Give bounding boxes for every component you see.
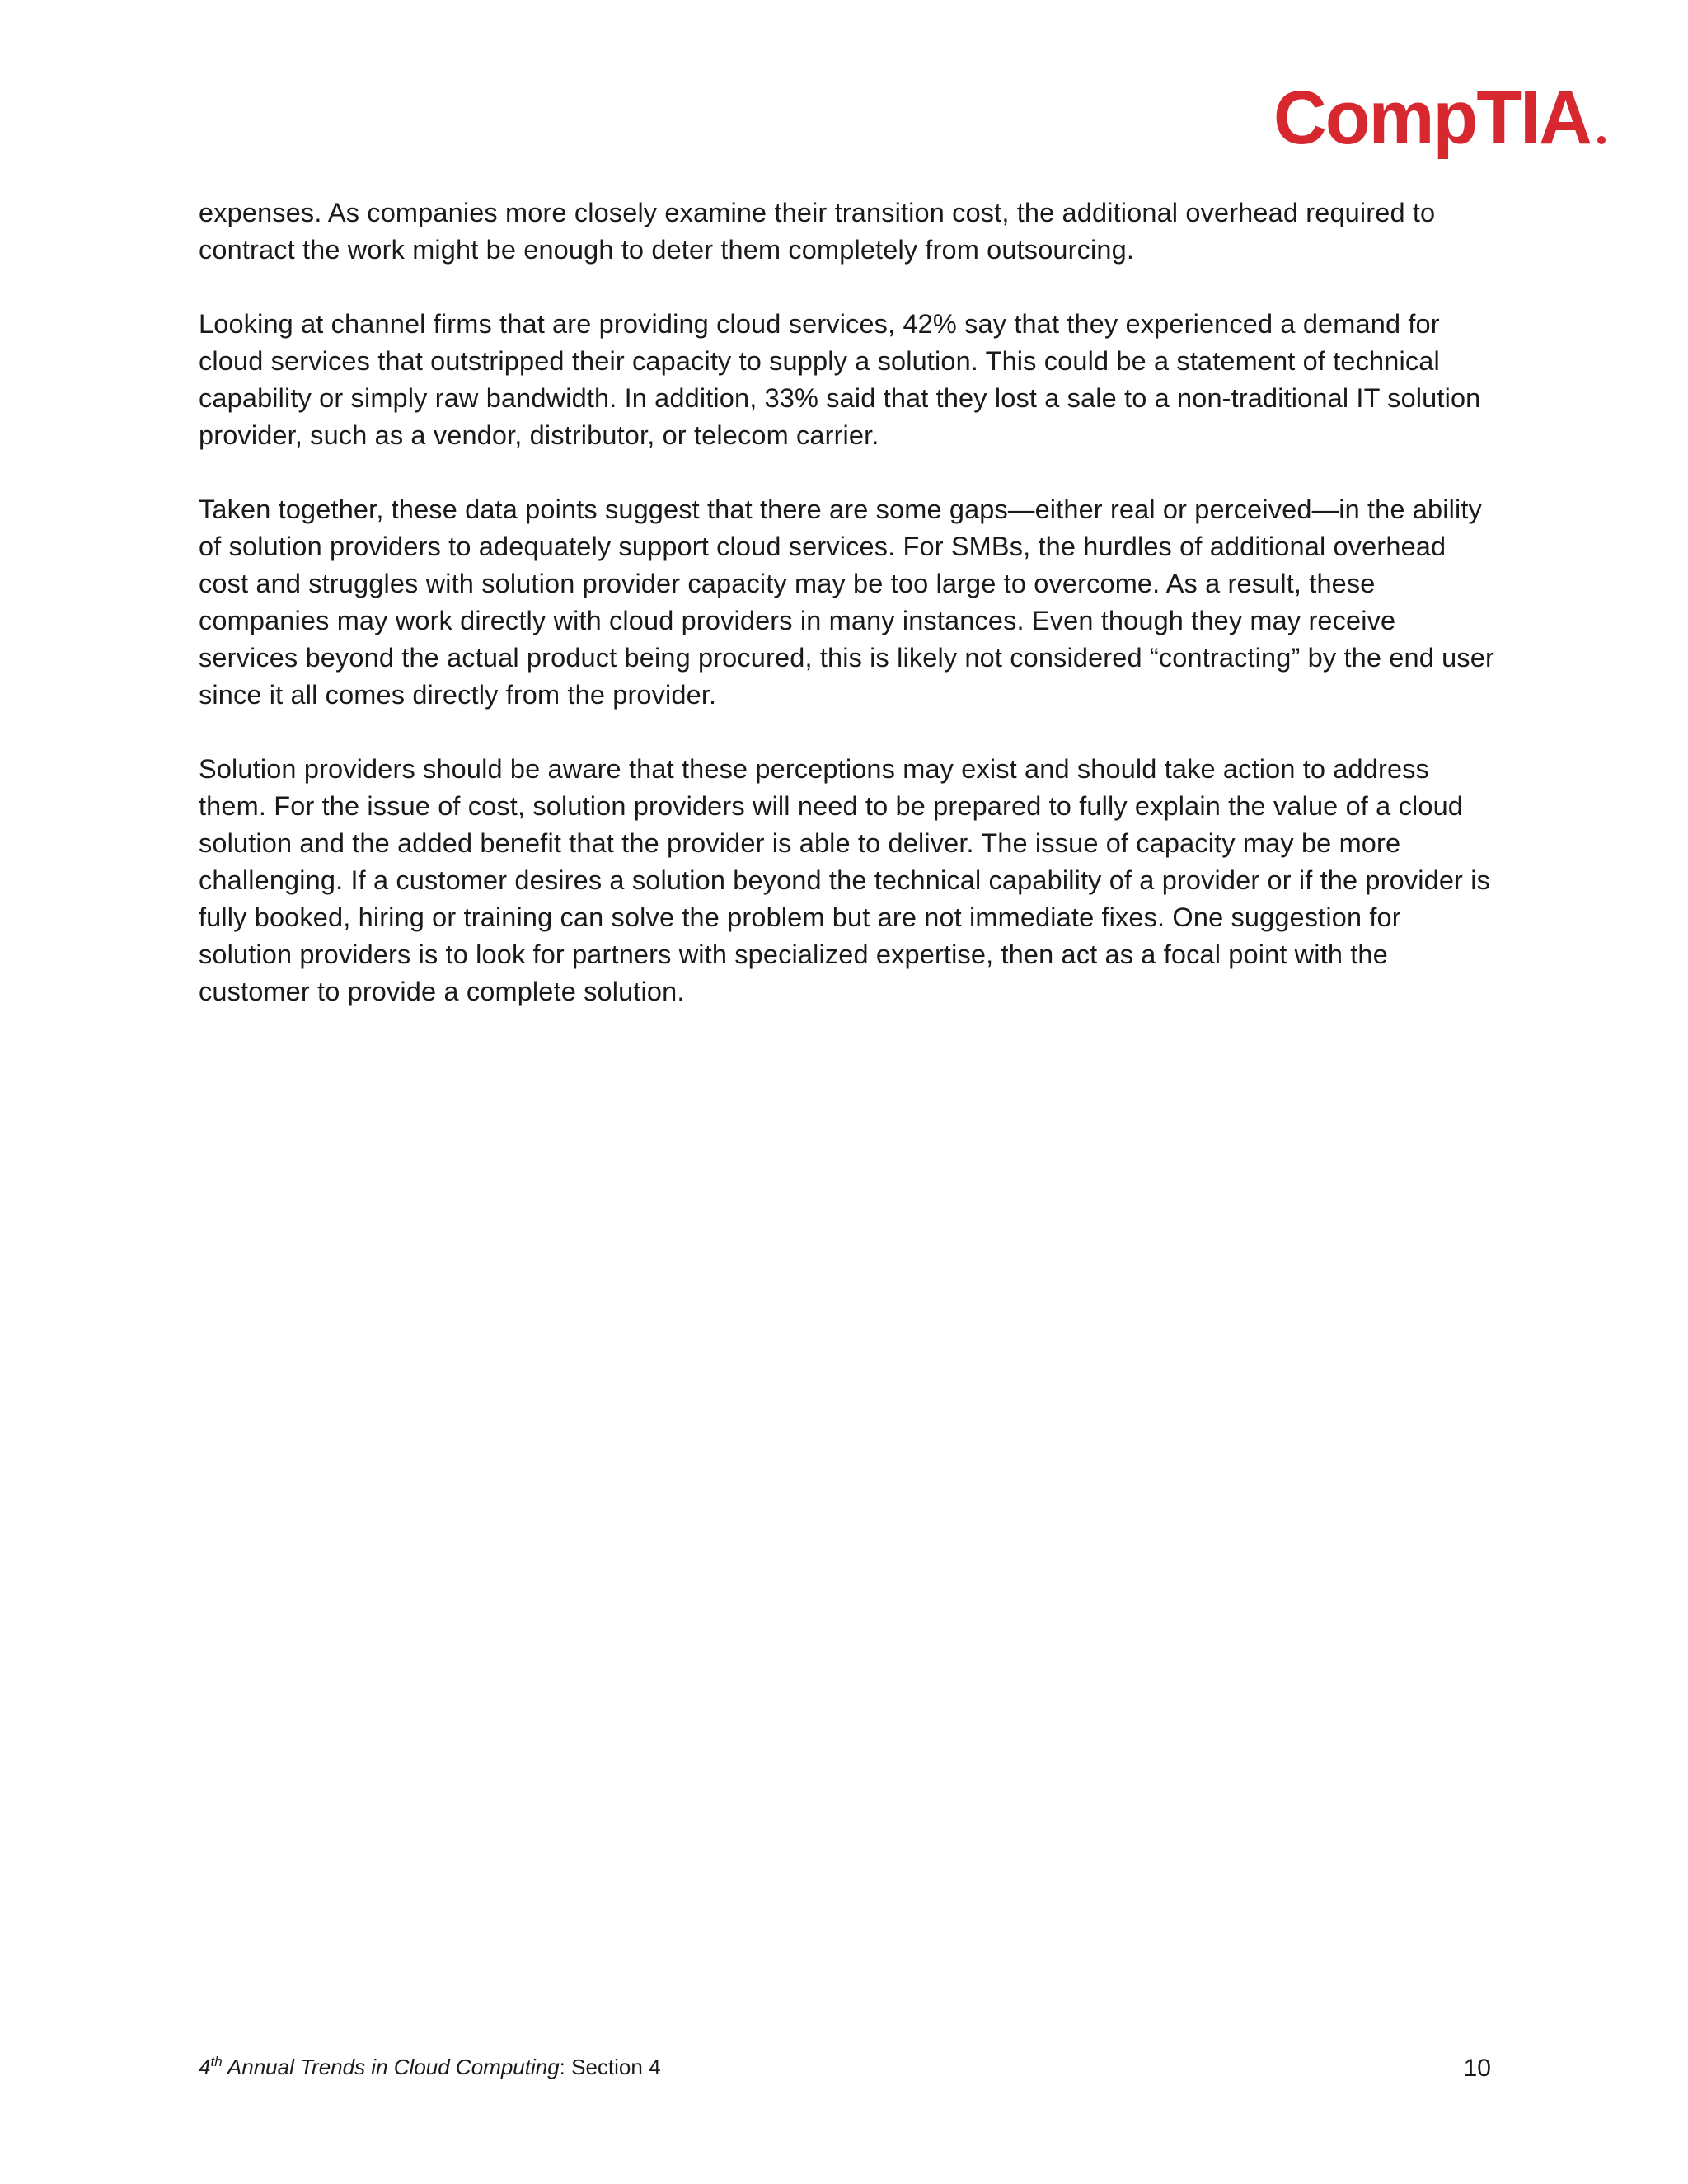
page-number: 10 (1463, 2055, 1491, 2082)
paragraph-gaps: Taken together, these data points suggest that there are some gaps—either real or perceived—in the ability of solution providers to adequately support cloud services. For SMBs, the hurdles of additional overhead cost and struggles with solution provider capacity may be too large to overcome. As a result, these companies may work directly with cloud providers in many instances. Even though they may receive services beyond the actual product being procured, this is likely not considered “contracting” by the end user since it all comes directly from the provider. (199, 494, 1494, 710)
svg-text:CompTIA: CompTIA (1273, 79, 1592, 160)
footer-title: Annual Trends in Cloud Computing (222, 2055, 560, 2079)
footer-edition-number: 4 (199, 2055, 211, 2079)
paragraph-channel-firms: Looking at channel firms that are providing cloud services, 42% say that they experienced a demand for cloud services that outstripped their capacity to supply a solution. This could be a statement of technical capability or simply raw bandwidth. In addition, 33% said that they lost a sale to a non-traditional IT solution provider, such as a vendor, distributor, or telecom carrier. (199, 309, 1481, 450)
footer-section: : Section 4 (559, 2055, 661, 2079)
comptia-logo (1273, 79, 1611, 162)
footer-edition-suffix: th (210, 2054, 223, 2069)
footer-report-title (199, 2050, 661, 2083)
report-body (199, 194, 1501, 1047)
paragraph-transition-cost: expenses. As companies more closely examine their transition cost, the additional overhead required to contract the work might be enough to deter them completely from outsourcing. (199, 198, 1436, 265)
page-footer (199, 2050, 1491, 2092)
paragraph-recommendations: Solution providers should be aware that these perceptions may exist and should take action to address them. For the issue of cost, solution providers will need to be prepared to fully explain the value of a cloud solution and the added benefit that the provider is able to deliver. The issue of capacity may be more challenging. If a customer desires a solution beyond the technical capability of a provider or if the provider is fully booked, hiring or training can solve the problem but are not immediate fixes. One suggestion for solution providers is to look for partners with specialized expertise, then act as a focal point with the customer to provide a complete solution. (199, 754, 1490, 1006)
